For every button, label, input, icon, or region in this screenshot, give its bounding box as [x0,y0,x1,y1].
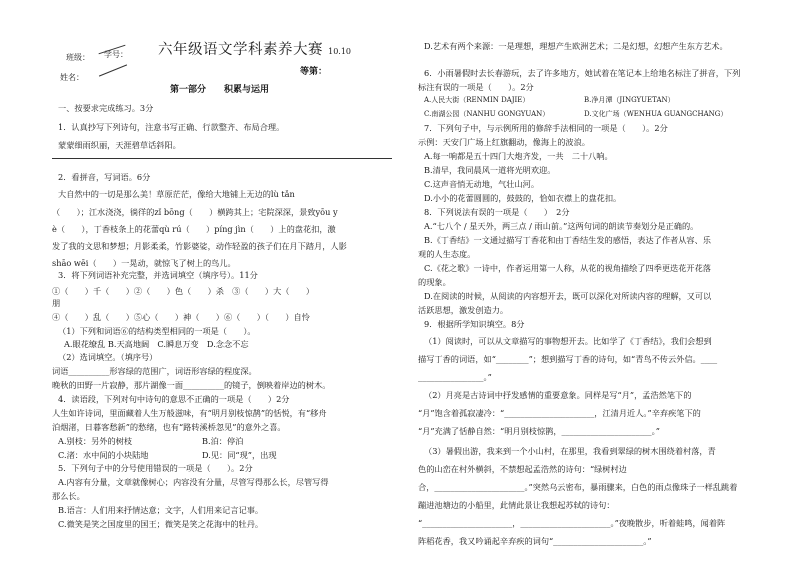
q5-option-d: D.艺术有两个来源：一是理想，理想产生欧洲艺术；二是幻想，幻想产生东方艺术。 [424,41,728,51]
q7-option-c: C.这声音悄无动地，气壮山河。 [424,179,540,189]
q9-s3-line-5: “______________________，______________________。”夜晚散步，听着蛙鸣，闻着阵 [418,518,726,528]
q5-option-a: A.内容有分量，文章就像树心；内容没有分量，尽管写得那么长，尽管写得 [58,477,329,487]
q8-option-a: A.“七八个 / 星天外，两三点 / 雨山前。”这两句词的朗读节奏划分是正确的。 [424,221,699,231]
writing-line [52,158,392,159]
q2-line-2: （ ）；江水浇浇，徜徉的zǐ bōng（ ）横跨其上；宅院深深，景致yōu y [52,207,338,217]
page-title: 六年级语文学科素养大赛 10.10 [158,42,352,58]
q9-heading: 9．根据所学知识填空。8分 [424,319,525,329]
q6-option-b: B.净月潭（JINGYUETAN） [584,96,675,104]
q9-s1-line-1: （1）阅读时，可以从文章描写的事物想开去。比如学了《丁香结》，我们会想到 [424,336,712,346]
q3-line-2: 朋 [52,298,61,308]
q9-s2-line-1: （2）月亮是古诗词中抒发感情的重要意象。同样是写“月”，孟浩然笔下的 [424,390,692,400]
q9-s1-line-3: ________________。” [418,372,492,382]
q5-heading: 5．下列句子中的分号使用错误的一项是（ ）。2分 [58,463,253,473]
q4-option-a: A.别枝：另外的树枝 [58,436,133,446]
q3-line-1: ①（ ）千（ ）②（ ）色（ ）杀 ③（ ）大（ ） [52,286,315,296]
q3-sub-2-line-2: 晚秋的田野一片寂静，那片湖像一面__________的镜子，倒映着岸边的树木。 [52,380,331,390]
q7-option-d: D.小小的花蕾圆圆的，鼓鼓的，恰如衣襟上的盘花扣。 [424,193,622,203]
q6-option-d: D.文化广场（WENHUA GUANGCHANG） [584,110,728,118]
q6-option-a: A.人民大街（RENMIN DAJIE） [424,96,530,104]
q2-line-5: shāo wēi（ ）一晃动，就惊飞了树上的鸟儿。 [52,258,236,268]
q9-s3-line-2: 色的山峦在村外横斜，不禁想起孟浩然的诗句：“绿树村边 [418,464,627,474]
q6-option-c: C.南湖公园（NANHU GONGYUAN） [424,110,550,118]
q8-option-d-cont: 活跃思想，激发创造力。 [418,305,509,315]
id-label: 学号： [104,50,128,59]
q1-text: 1．认真抄写下列诗句，注意书写正确、行款整齐、布局合理。 [58,122,285,132]
q7-option-b: B.清早，我同晨风一道将光明欢迎。 [424,165,556,175]
q6-line-1: 6．小雨暑假时去长春游玩，去了许多地方，她试着在笔记本上给地名标注了拼音，下列 [424,68,741,78]
q2-line-3: è（ ），丁香枝条上的花蕾qù rú（ ）píng jìn（ ）上的盘花扣，激 [52,224,336,234]
grade-label: 等第： [300,67,328,77]
q7-line-1: 7．下列句子中，与示例所用的修辞手法相同的一项是（ ）。2分 [424,123,668,133]
q4-heading: 4．读语段，下列对句中诗句的意思不正确的一项是（ ）2分 [58,394,290,404]
q5-option-b: B.语言：人们用来抒情达意；文字，人们用来记言记事。 [58,505,264,515]
q3-line-3: ④（ ）乱（ ）⑤心（ ）神（ ）⑥（ ）（ ）自怜 [52,312,310,322]
q9-s2-line-2: “月”饱含着孤寂凄冷：“______________________，江清月近人。”辛弃疾笔下的 [418,408,701,418]
q7-option-a: A.每一响都是五十四门大炮齐发，一共 二十八响。 [424,151,613,161]
q8-option-b: B.《丁香结》一文通过描写丁香花和由丁香结生发的感悟，表达了作者从容、乐 [424,235,711,245]
q4-line-1: 人生如许诗词，里面藏着人生万般滋味，有“明月别枝惊鹊”的恬悦，有“移舟 [52,408,327,418]
q9-s3-line-1: （3）暑假出游，我来到一个小山村，在那里，我看到翠绿的树木围绕着村落，青 [424,446,716,456]
q8-line-1: 8．下列说法有误的一项是（ ） 2分 [424,207,570,217]
q9-s3-line-4: 蹦进池塘边的小船里，此情此景让我想起苏轼的诗句： [418,500,615,510]
q8-option-d: D.在阅读的时候，从阅读的内容想开去，既可以深化对所读内容的理解，又可以 [424,291,712,301]
q2-line-1: 大自然中的一切是那么美！草原茫茫，像给大地铺上无边的lù tǎn [58,189,295,199]
name-underline [99,64,127,76]
exam-date: 10.10 [328,47,352,56]
part-heading: 第一部分 积累与运用 [170,85,270,95]
q3-sub-2: （2）选词填空。（填序号） [58,352,158,362]
q3-sub-1: （1）下列和词语⑥的结构类型相同的一项是（ ）。 [58,326,256,336]
q8-option-b-cont: 观的人生态度。 [418,249,476,259]
q4-option-b: B.泊：停泊 [202,436,244,446]
q2-line-4: 发了我的文思和梦想；月影柔柔，竹影婆娑，动作轻盈的孩子们在月下踏月，人影 [52,241,347,251]
class-label: 班级： [66,53,90,62]
q8-option-c-cont: 的现象。 [418,277,451,287]
q9-s3-line-3: 合，______________________。”突然乌云密布，暴雨骤来，白色的雨点像珠子一样乱跳着 [418,482,738,492]
q7-line-2: 示例：天安门广场上红旗翻动，像海上的波浪。 [418,137,590,147]
q4-option-c: C.渚：水中间的小块陆地 [58,450,149,460]
q3-heading: 3．将下列词语补充完整，并选词填空（填序号）。11分 [58,270,258,280]
q6-line-2: 标注有误的一项是（ ）。2分 [418,82,534,92]
q9-s2-line-3: “月”充满了恬静自然：“明月别枝惊鹊，______________________。” [418,426,660,436]
q9-s1-line-2: 描写丁香的词语，如“________”；想到描写丁香的诗句，如“青鸟不传云外信。____ [418,354,718,364]
q8-option-c: C.《花之歌》一诗中，作者运用第一人称，从花的视角描绘了四季更迭花开花落 [424,263,711,273]
q5-option-c: C.微笑是笑之国度里的国王；微笑是笑之花海中的牡丹。 [58,519,264,529]
q9-s3-line-6: 阵稻花香，我又吟诵起辛弃疾的词句“______________________。” [418,536,652,546]
q5-option-a-cont: 那么长。 [52,491,85,501]
q4-line-2: 泊烟渚，日暮客愁新”的愁绪，也有“路转溪桥忽见”的意外之喜。 [52,422,286,432]
q2-heading: 2．看拼音，写词语。6分 [58,172,151,182]
q3-sub-2-line-1: 词语__________形容绿的范围广，词语形容绿的程度深。 [52,366,257,376]
q1-heading: 一、按要求完成练习。3分 [58,103,154,113]
name-label: 姓名： [60,73,84,82]
q1-poem: 蒙蒙细雨织丽，天涯碧草话斜阳。 [58,140,181,150]
q4-option-d: D.见：同“现”，出现 [202,450,277,460]
q3-sub-1-options: A.眼花缭乱 B.天高地阔 C.瞬息万变 D.念念不忘 [64,339,249,349]
